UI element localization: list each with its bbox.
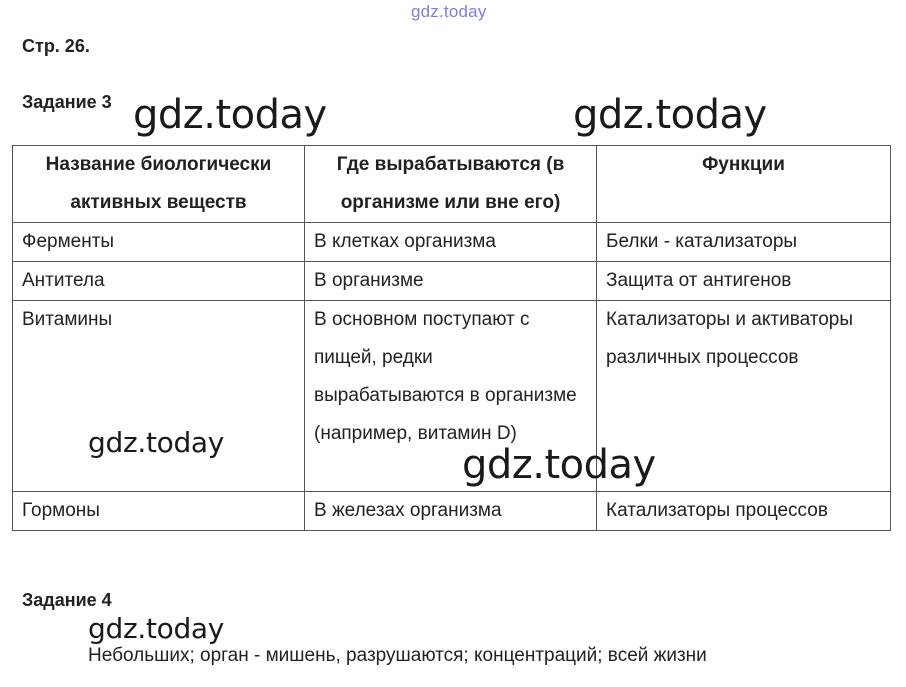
task-4-answer: Небольших; орган - мишень, разрушаются; концентраций; всей жизни	[88, 645, 707, 666]
table-header-row	[13, 146, 891, 223]
header-functions: Функции	[597, 146, 891, 223]
header-name: Название биологически активных веществ	[13, 146, 305, 223]
table-cell: Витамины	[13, 301, 305, 492]
task-4-title: Задание 4	[22, 590, 112, 610]
watermark: gdz.today	[88, 612, 225, 645]
header-where: Где вырабатываются (в организме или вне его)	[305, 146, 597, 223]
table-cell: Катализаторы процессов	[597, 492, 891, 531]
table-cell: Ферменты	[13, 223, 305, 262]
watermark: gdz.today	[462, 442, 656, 488]
table-cell: В железах организма	[305, 492, 597, 531]
table-row	[13, 492, 891, 531]
site-watermark-top: gdz.today	[411, 2, 487, 21]
watermark: gdz.today	[573, 92, 767, 138]
table-row	[13, 223, 891, 262]
table-cell: Белки - катализаторы	[597, 223, 891, 262]
bio-substances-table	[12, 145, 891, 531]
watermark: gdz.today	[133, 92, 327, 138]
table-cell: Катализаторы и активаторы различных процессов	[597, 301, 891, 492]
table-cell: Антитела	[13, 262, 305, 301]
table-cell: Гормоны	[13, 492, 305, 531]
watermark: gdz.today	[88, 426, 225, 459]
table-cell: Защита от антигенов	[597, 262, 891, 301]
task-3-title: Задание 3	[22, 92, 112, 112]
table-cell: В организме	[305, 262, 597, 301]
table-cell: В основном поступают с пищей, редки вырабатываются в организме (например, витамин D)	[305, 301, 597, 492]
table-row	[13, 262, 891, 301]
table-cell: В клетках организма	[305, 223, 597, 262]
page-label: Стр. 26.	[22, 36, 90, 56]
table-row	[13, 301, 891, 492]
